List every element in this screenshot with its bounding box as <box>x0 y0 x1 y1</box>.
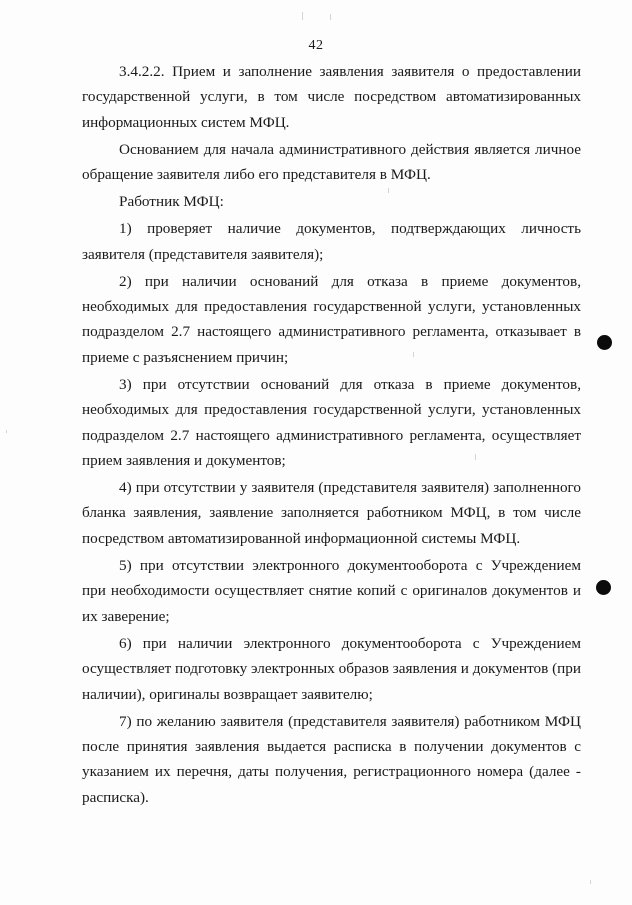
list-item-2: 2) при наличии оснований для отказа в приеме документов, необходимых для предоставления государственной услуги, установленных подразделом 2.7 настоящего административного регламента, отказывает в приеме с разъяснением причин; <box>82 272 581 366</box>
list-item-4: 4) при отсутствии у заявителя (представителя заявителя) заполненного бланка заявления, заявление заполняется работником МФЦ, в том числе посредством автоматизированной информационной системы МФЦ. <box>82 479 581 547</box>
scan-speck <box>388 188 389 193</box>
scan-speck <box>302 12 303 20</box>
page-number: 42 <box>308 38 324 53</box>
scan-speck <box>475 454 476 460</box>
scan-speck <box>6 430 7 433</box>
list-item-1: 1) проверяет наличие документов, подтверждающих личность заявителя (представителя заявителя); <box>82 220 581 263</box>
hole-punch-mark <box>597 335 612 350</box>
list-item-6: 6) при наличии электронного документооборота с Учреждением осуществляет подготовку электронных образов заявления и документов (при наличии), оригиналы возвращает заявителю; <box>82 634 581 703</box>
paragraph-section-heading: 3.4.2.2. Прием и заполнение заявления заявителя о предоставлении государственной услуги, в том числе посредством автоматизированных информационных систем МФЦ. <box>82 63 581 131</box>
hole-punch-mark <box>596 580 611 595</box>
document-body <box>82 59 581 810</box>
scan-speck <box>590 880 591 884</box>
list-item-7: 7) по желанию заявителя (представителя заявителя) работником МФЦ после принятия заявления выдается расписка в получении документов с указанием их перечня, даты получения, регистрационного номера (далее - расписка). <box>82 712 581 806</box>
list-item-3: 3) при отсутствии оснований для отказа в приеме документов, необходимых для предоставления государственной услуги, установленных подразделом 2.7 настоящего административного регламента, осуществляет прием заявления и документов; <box>82 375 581 470</box>
paragraph-mfc-worker: Работник МФЦ: <box>119 193 224 211</box>
scan-speck <box>330 14 331 20</box>
paragraph-basis: Основанием для начала административного действия является личное обращение заявителя либо его представителя в МФЦ. <box>82 140 581 184</box>
list-item-5: 5) при отсутствии электронного документооборота с Учреждением при необходимости осуществляет снятие копий с оригиналов документов и их заверение; <box>82 556 581 625</box>
scan-speck <box>413 352 414 357</box>
